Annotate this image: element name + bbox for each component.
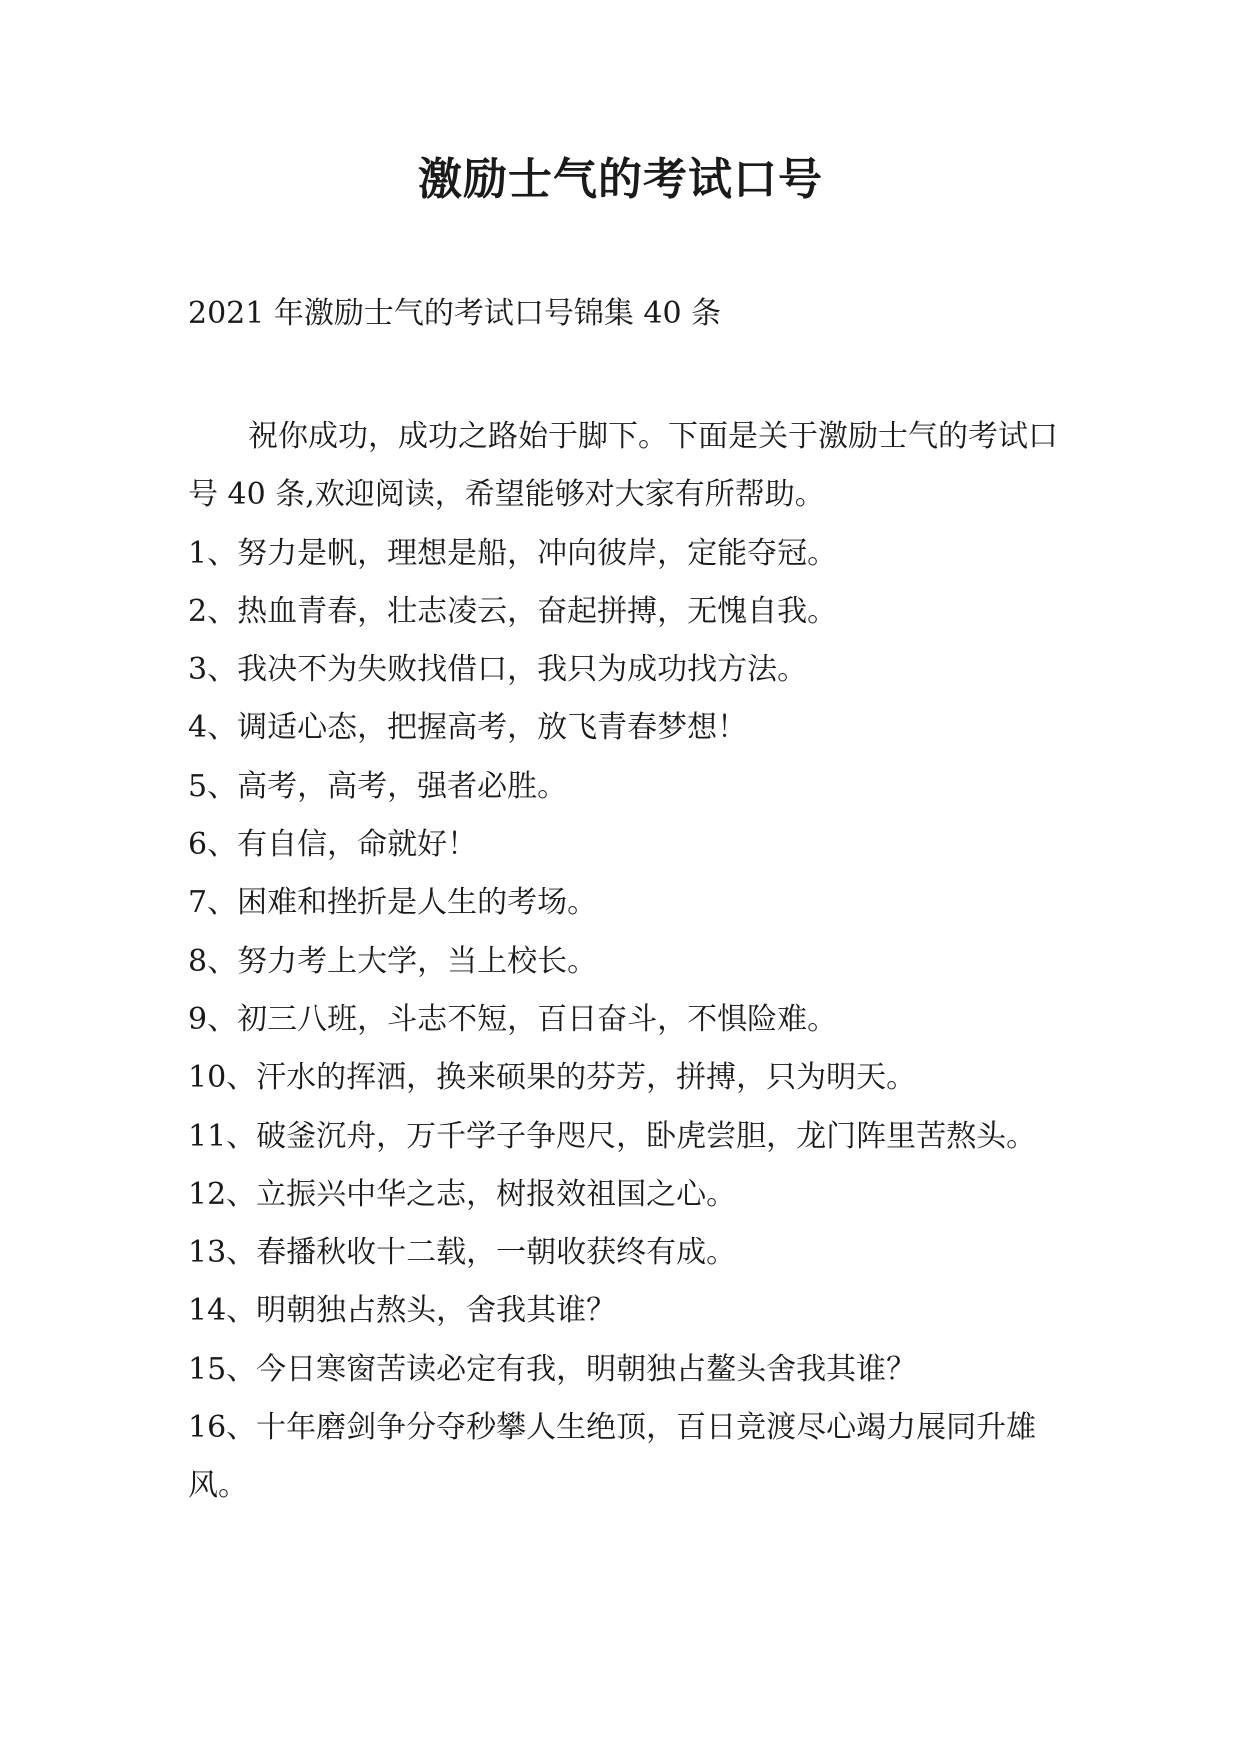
list-item: 3、我决不为失败找借口，我只为成功找方法。: [188, 652, 808, 688]
list-item: 5、高考，高考，强者必胜。: [188, 768, 568, 804]
list-item: 6、有自信，命就好！: [188, 827, 478, 863]
intro-paragraph: 祝你成功，成功之路始于脚下。下面是关于激励士气的考试口号 40 条,欢迎阅读，希望能够对大家有所帮助。: [188, 419, 1058, 513]
document-subtitle: 2021 年激励士气的考试口号锦集 40 条: [188, 296, 722, 331]
list-item: 13、春播秋收十二载，一朝收获终有成。: [188, 1235, 737, 1271]
list-item: 15、今日寒窗苦读必定有我，明朝独占鳌头舍我其谁？: [188, 1351, 917, 1387]
list-item: 7、困难和挫折是人生的考场。: [188, 885, 598, 921]
list-item: 10、汗水的挥洒，换来硕果的芬芳，拼搏，只为明天。: [188, 1060, 917, 1096]
document-body: [188, 408, 1058, 1516]
list-item: 9、初三八班，斗志不短，百日奋斗，不惧险难。: [188, 1001, 838, 1037]
list-item: 1、努力是帆，理想是船，冲向彼岸，定能夺冠。: [188, 535, 838, 571]
list-item: 14、明朝独占熬头，舍我其谁？: [188, 1293, 617, 1329]
list-item: 11、破釜沉舟，万千学子争咫尺，卧虎尝胆，龙门阵里苦熬头。: [188, 1118, 1037, 1154]
list-item: 16、十年磨剑争分夺秒攀人生绝顶，百日竞渡尽心竭力展同升雄风。: [188, 1410, 1037, 1504]
list-item: 2、热血青春，壮志凌云，奋起拼搏，无愧自我。: [188, 593, 838, 629]
list-item: 8、努力考上大学，当上校长。: [188, 943, 598, 979]
list-item: 12、立振兴中华之志，树报效祖国之心。: [188, 1176, 737, 1212]
list-item: 4、调适心态，把握高考，放飞青春梦想！: [188, 710, 748, 746]
page-title: 激励士气的考试口号: [418, 154, 823, 205]
